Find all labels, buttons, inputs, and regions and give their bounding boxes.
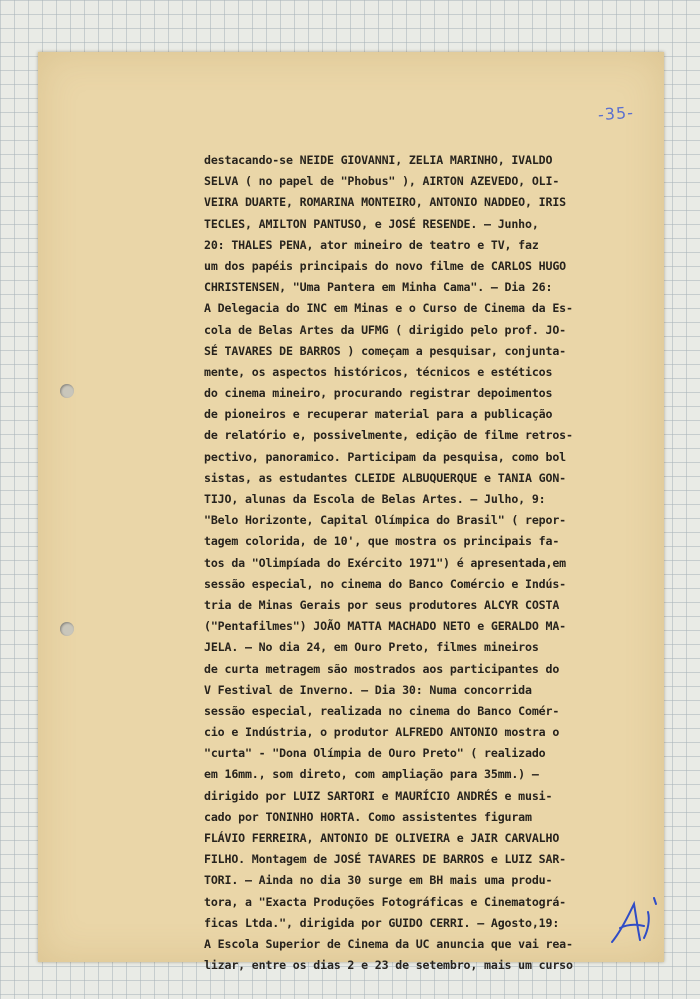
text-line: tagem colorida, de 10', que mostra os principais fa- (204, 534, 560, 549)
text-line: sessão especial, no cinema do Banco Comércio e Indús- (204, 576, 566, 591)
text-line: do cinema mineiro, procurando registrar depoimentos (204, 386, 553, 401)
text-line: sessão especial, realizada no cinema do Banco Comér- (204, 703, 560, 718)
text-line: FILHO. Montagem de JOSÉ TAVARES DE BARROS e LUIZ SAR- (204, 852, 566, 867)
text-line: de curta metragem são mostrados aos participantes do (204, 661, 560, 676)
text-line: TIJO, alunas da Escola de Belas Artes. — Julho, 9: (204, 492, 546, 506)
text-line: sistas, as estudantes CLEIDE ALBUQUERQUE e TANIA GON- (204, 470, 566, 485)
text-line: tora, a "Exacta Produções Fotográficas e Cinematográ- (204, 894, 566, 909)
document-page (38, 52, 664, 973)
text-line: A Escola Superior de Cinema da UC anuncia que vai rea- (204, 936, 573, 951)
text-line: CHRISTENSEN, "Uma Pantera em Minha Cama". — Dia 26: (204, 280, 553, 295)
signature-initials (604, 890, 668, 950)
text-line: TECLES, AMILTON PANTUSO, e JOSÉ RESENDE. — Junho, (204, 216, 539, 231)
text-line: ficas Ltda.", dirigida por GUIDO CERRI. — Agosto,19: (204, 915, 560, 930)
text-line: em 16mm., som direto, com ampliação para 35mm.) — (204, 767, 539, 782)
text-line: SELVA ( no papel de "Phobus" ), AIRTON AZEVEDO, OLI- (204, 174, 560, 189)
text-line: destacando-se NEIDE GIOVANNI, ZELIA MARINHO, IVALDO (204, 153, 553, 167)
text-line: ("Pentafilmes") JOÃO MATTA MACHADO NETO e GERALDO MA- (204, 619, 566, 634)
page-number: -35- (597, 102, 635, 125)
text-line: cio e Indústria, o produtor ALFREDO ANTONIO mostra o (204, 725, 560, 740)
text-line: pectivo, panoramico. Participam da pesquisa, como bol (204, 449, 566, 464)
text-line: SÉ TAVARES DE BARROS ) começam a pesquisar, conjunta- (204, 343, 566, 358)
text-line: A Delegacia do INC em Minas e o Curso de Cinema da Es- (204, 301, 573, 316)
text-line: 20: THALES PENA, ator mineiro de teatro e TV, faz (204, 237, 539, 252)
text-line: cola de Belas Artes da UFMG ( dirigido pelo prof. JO- (204, 322, 566, 337)
text-line: FLÁVIO FERREIRA, ANTONIO DE OLIVEIRA e JAIR CARVALHO (204, 831, 560, 845)
text-line: VEIRA DUARTE, ROMARINA MONTEIRO, ANTONIO NADDEO, IRIS (204, 195, 566, 210)
text-line: de relatório e, possivelmente, edição de filme retros- (204, 428, 573, 443)
text-line: "curta" - "Dona Olímpia de Ouro Preto" ( realizado (204, 746, 546, 761)
text-line: tria de Minas Gerais por seus produtores ALCYR COSTA (204, 597, 560, 612)
text-line: lizar, entre os dias 2 e 23 de setembro, mais um curso (204, 958, 573, 973)
text-line: dirigido por LUIZ SARTORI e MAURÍCIO ANDRÉS e musi- (204, 788, 553, 803)
text-line: um dos papéis principais do novo filme de CARLOS HUGO (204, 258, 566, 273)
text-line: cado por TONINHO HORTA. Como assistentes figuram (204, 809, 532, 824)
typed-text-block (204, 150, 636, 976)
text-line: de pioneiros e recuperar material para a publicação (204, 407, 553, 422)
text-line: TORI. — Ainda no dia 30 surge em BH mais uma produ- (204, 873, 553, 888)
text-line: tos da "Olimpíada do Exército 1971") é apresentada,em (204, 555, 566, 570)
punch-hole-top (60, 384, 74, 398)
punch-hole-bottom (60, 622, 74, 636)
text-line: JELA. — No dia 24, em Ouro Preto, filmes mineiros (204, 640, 539, 655)
text-line: V Festival de Inverno. — Dia 30: Numa concorrida (204, 682, 532, 697)
text-line: "Belo Horizonte, Capital Olímpica do Brasil" ( repor- (204, 513, 566, 528)
text-line: mente, os aspectos históricos, técnicos e estéticos (204, 364, 553, 379)
